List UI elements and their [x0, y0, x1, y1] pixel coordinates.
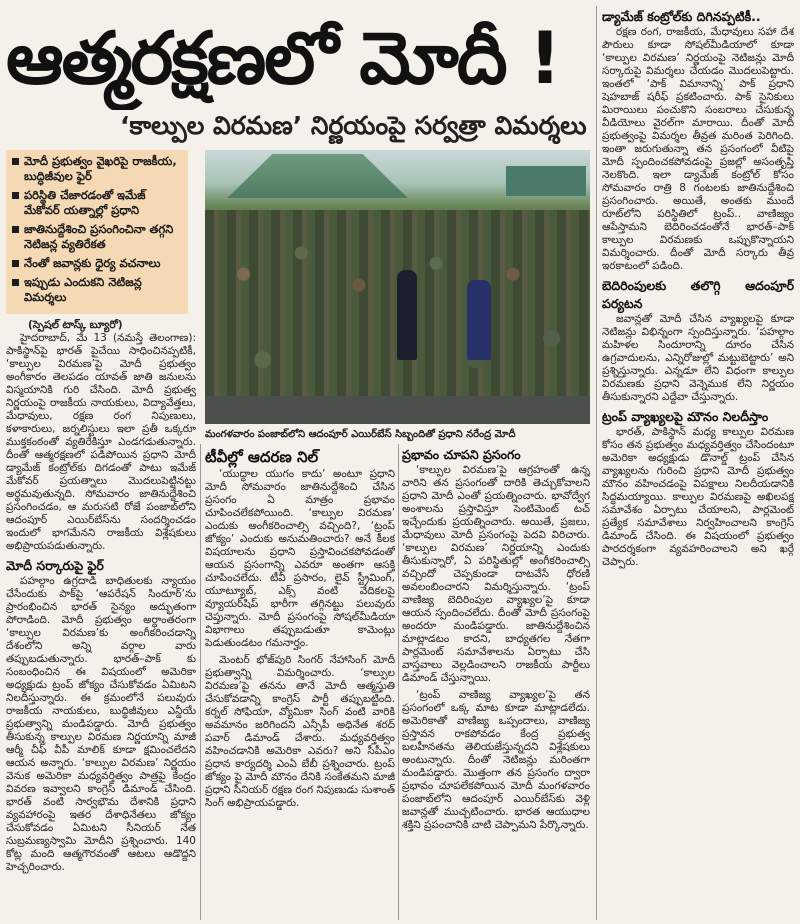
article-column-2 [205, 446, 395, 920]
headline: ఆత్మరక్షణలో మోదీ ! [6, 16, 560, 100]
photo-officer-figure [467, 280, 491, 360]
photo-hangar [506, 166, 586, 196]
subheadline: ‘కాల్పుల విరమణ’ నిర్ణయంపై సర్వత్రా విమర్శలు [120, 111, 587, 140]
highlight-item: నేంతో జవాన్లకు ధైర్య వచనాలు [12, 256, 182, 271]
section-heading: బెదిరింపులకు తలొగ్గి ఆదంపూర్ పర్యటన [602, 278, 794, 311]
article-column-4 [602, 8, 794, 918]
highlight-item: ఇప్పుడు ఎందుకని నెటిజన్ల విమర్శలు [12, 275, 182, 305]
highlight-item: పరిస్థితి చేజారడంతో ఇమేజ్ మేకోవర్ యత్నాల్లో ప్రధాని [12, 188, 182, 218]
article-column-1 [6, 318, 196, 918]
article-paragraph: రక్షణ రంగ, రాజకీయ, మేధావులు సహా దేశ పౌరులు కూడా సోషల్‌మీడియాలో కూడా ‘కాల్పుల విరమణ’ నిర్ణయంపై నెటిజన్లు మోదీ సర్కారుపై విమర్శలు చేయడం మొదలుపెట్టారు. ఇంతలో ‘పాక్ విమానాన్ని’ పాక్ ప్రధాని షెహబాజ్ షరీఫ్ ప్రకటించారు. పాక్ సైనికులు మిరాయిలు పంచుకొని సంబరాలు చేసుకున్న వీడియోలు వైరల్‌గా మారాయి. దీంతో మోదీ ప్రభుత్వంపై విమర్శల తీవ్రత మరింత పెరిగింది. ఇంతా జరుగుతున్నా తన ప్రసంగంలో వీటిపై మోదీ స్పందించకపోవడంపై ప్రజల్లో అసంతృప్తి నెలకొంది. ఇలా డ్యామేజ్ కంట్రోల్ కోసం సోమవారం రాత్రి 8 గంటలకు జాతినుద్దేశించి ప్రసంగించారు. అయితే, అంతకు ముందే రూట్‌లోని పరిస్థితిలో ట్రంప్.. వాణిజ్యం ఆపేస్తామని బెదిరించడంతోనే భారత్–పాక్ కాల్పుల విరమణకు ఒప్పుకొన్నాయని విమర్శించారు. దీంతో మోదీ సర్కారు తీవ్ర ఇరకాటంలో పడింది. [602, 26, 794, 272]
section-heading: ప్రభావం చూపని ప్రసంగం [402, 447, 521, 462]
news-photo [205, 150, 590, 424]
column-divider [200, 444, 201, 920]
photo-pm-figure [397, 270, 417, 360]
article-paragraph: జవాన్లతో మోదీ చేసిన వ్యాఖ్యలపై కూడా నెటిజన్లు విభిన్నంగా స్పందిస్తున్నారు. ‘పహల్గాం మహిళల సిందూరాన్ని దూరం చేసిన ఉగ్రవాదులను, ఎన్నిరోజుల్లో మట్టుబెట్టారు’ అని ప్రశ్నిస్తున్నారు. ఎన్నడూ లేని విధంగా కాల్పుల విరమణకు ప్రధాని వెన్నెముక లేని నిర్ణయం తీసుకున్నారని ఎద్దేవా చేస్తున్నారు. [602, 313, 794, 403]
article-paragraph: పహల్గాం ఉగ్రదాడి బాధితులకు న్యాయం చేసేందుకు పాక్‌పై ‘ఆపరేషన్ సిందూర్’ను ప్రారంభించిన భారత్ సైన్యం అద్భుతంగా పోరాడింది. మోదీ ప్రభుత్వం అర్ధాంతరంగా ‘కాల్పుల విరమణ’కు అంగీకరించడాన్ని దేశంలోని అన్ని వర్గాల వారు తప్పుబడుతున్నారు. భారత్–పాక్ కు సంబంధించిన ఈ విషయంలో అమెరికా అధ్యక్షుడు ట్రంప్ జోక్యం చేసుకోవడం ఏమిటని నిలదీస్తున్నారు. ఈ క్రమంలోనే పలువురు రాజకీయ నాయకులు, బుద్ధిజీవులు ఎన్డీయే ప్రభుత్వాన్ని మండిపడ్డారు. మోదీ ప్రభుత్వం తీసుకున్న కాల్పుల విరమణ నిర్ణయాన్ని మాజీ ఆర్మీ చీఫ్ వీపీ మాలిక్ కూడా క్షమించలేదని ఆయన అన్నారు. ‘కాల్పుల విరమణ’ నిర్ణయం వెనుక అమెరికా మధ్యవర్తిత్వం పాత్రపై కేంద్రం వివరణ ఇవ్వాలని కాంగ్రెస్ డిమాండ్ చేసింది. భారత్ వంటి సార్వభౌమ దేశానికి ప్రధాని వ్యవహారంపై ఇతర దేశాధినేతలు జోక్యం చేసుకోవడం ఏమిటని సీనియర్ నేత సుబ్రమణ్యస్వామి మోదీని ప్రశ్నించారు. 140 కోట్ల మంది ఆత్మగౌరవంతో ఆటలు ఆడొద్దని హెచ్చరించారు. [6, 575, 196, 873]
section-heading: ట్రంప్ వ్యాఖ్యలపై మౌనం నిలదీస్తాం [602, 409, 769, 424]
article-paragraph: ‘కాల్పుల విరమణ’పై ఆగ్రహంతో ఉన్న వారిని తన ప్రసంగంతో దారికి తెచ్చుకోవాలని ప్రధాని మోదీ ఎంతో ప్రయత్నించారు. భావోద్వేగ అంశాలను ప్రస్తావిస్తూ సెంటిమెంట్ టచ్ ఇచ్చేందుకు ప్రయత్నించారు. అయితే, ప్రజలు, మేధావులు మోదీ ప్రసంగంపై పెదవి విరిచారు. ‘కాల్పుల విరమణ’ నిర్ణయాన్ని ఎందుకు తీసుకున్నారో, ఏ పరిస్థితుల్లో అంగీకరించాల్సి వచ్చిందో చెప్పకుండా దాటవేసే ధోరణి అవలంబించారని విమర్శిస్తున్నారు. ‘ట్రంప్ వాణిజ్య బెదిరింపుల వ్యాఖ్యల’పై కూడా ఆయన స్పందించలేదు. దీంతో మోదీ ప్రసంగంపై అందరూ మండిపడ్డారు. జాతినుద్దేశించిన మాట్లాడటం కాదని, బాధ్యతగల నేతగా పార్లమెంట్ సమావేశాలను ఏర్పాటు చేసి వాస్తవాలు వెల్లడించాలని రాజకీయ పార్టీలు డిమాండ్ చేస్తున్నాయి. [402, 464, 590, 684]
byline: (స్పెషల్ టాస్క్ బ్యూరో) [28, 319, 123, 331]
photo-tent [215, 154, 420, 198]
article-paragraph: ‘ట్రంప్ వాణిజ్య వ్యాఖ్యల’పై తన ప్రసంగంలో ఒక్క మాట కూడా మాట్లాడలేదు. అమెరికాతో వాణిజ్య ఒప్పందాలు, వాణిజ్య ప్రస్తావన రాకపోవడం కేంద్ర ప్రభుత్వ బలహీనతను తెలియజేస్తున్నదని విశ్లేషకులు అంటున్నారు. దీంతో నెటిజన్లు మరింతగా మండిపడ్డారు. మొత్తంగా తన ప్రసంగం ద్వారా ప్రభావం చూపలేకపోయిన మోదీ మంగళవారం పంజాబ్‌లోని ఆదంపూర్ ఎయిర్‌బేస్‌కు వెళ్లి జవాన్లతో ముచ్చటించారు. భారత ఆయుధాల శక్తిని ప్రపంచానికి చాటి చెప్పామని పేర్కొన్నారు. [402, 689, 590, 831]
highlight-item: మోదీ ప్రభుత్వం వైఖరిపై రాజకీయ, బుద్ధిజీవుల ఫైర్ [12, 154, 182, 184]
highlight-item: జాతినుద్దేశించి ప్రసంగించినా తగ్గని నెటిజన్ల వ్యతిరేకత [12, 222, 182, 252]
article-paragraph: భారత్, పాకిస్థాన్ మధ్య కాల్పుల విరమణ కోసం తన ప్రభుత్వం మధ్యవర్తిత్వం చేసిందంటూ అమెరికా అధ్యక్షుడు డొనాల్డ్ ట్రంప్ చేసిన వ్యాఖ్యలను గురించి ప్రధాని మోదీ ప్రభుత్వం మౌనం వహించడంపై విపక్షాలు నిలదీయడానికి సిద్ధమయ్యాయి. కాల్పుల విరమణపై అఖిలపక్ష సమావేశం ఏర్పాటు చేయాలని, పార్లమెంట్ ప్రత్యేక సమావేశాలు నిర్వహించాలని కాంగ్రెస్ డిమాండ్ చేసింది. ఈ విషయంలో ప్రభుత్వం పారదర్శకంగా వ్యవహరించాలని అని ఖర్గే చెప్పారు. [602, 426, 794, 568]
article-paragraph: మెంటర్ భోజ్‌పురి సింగర్ నేహాసింగ్ మోదీ ప్రభుత్వాన్ని విమర్శించారు. ‘కాల్పుల విరమణ’పై తనను తానే మోదీ ఆత్మస్తుతి చేసుకోవడాన్ని కాంగ్రెస్ పార్టీ తప్పుబట్టింది. కర్నల్ సోఫియా, వ్యోమికా సింగ్ వంటి వారికి అవమానం జరిగిందని ఎన్సీపీ అధినేత శరద్ పవార్ డిమాండ్ చేశారు. మధ్యవర్తిత్వం వహించడానికి అమెరికా ఎవరు? అని సీపీఎం ప్రధాన కార్యదర్శి ఎంఏ బేబీ ప్రశ్నించారు. ట్రంప్ జోక్యం పై మోదీ మౌనం దేనికి సంకేతమని మాజీ ప్రధాని సీనియర్ రక్షణ రంగ నిపుణుడు సుశాంత్ సింగ్ అభిప్రాయపడ్డారు. [205, 654, 395, 809]
section-heading: టీవీల్లో ఆదరణ నిల్ [205, 448, 319, 466]
photo-ground [205, 396, 590, 424]
article-column-3 [402, 446, 590, 920]
highlights-box [6, 150, 188, 314]
article-paragraph: హైదరాబాద్, మే 13 (నమస్తే తెలంగాణ): పాకిస్థాన్‌పై భారత్ పైచేయి సాధించినప్పటికీ, ‘కాల్పుల విరమణ’పై మోదీ ప్రభుత్వం అంగీకారం తెలపడం యావత్ జాతి జనులను విస్మయానికి గురి చేసింది. మోదీ ప్రభుత్వ నిర్ణయంపై రాజకీయ నాయకులు, విద్యావేత్తలు, మేధావులు, రక్షణ రంగ నిపుణులు, కళాకారులు, జర్నలిస్టులు ఇలా ప్రతీ ఒక్కరూ ముక్తకంఠంతో వ్యతిరేకిస్తూ ఎండగడుతున్నారు. దీంతో ఆత్మరక్షణలో పడిపోయిన ప్రధాని మోదీ డ్యామేజ్ కంట్రోల్‌కు దిగడంతో పాటు ఇమేజ్ మేకోవర్ ప్రయత్నాలు మొదలుపెట్టినట్టు అర్థమవుతున్నది. సోమవారం జాతినుద్దేశించి ప్రసంగించడం, ఆ మరుసటి రోజే పంజాబ్‌లోని ఆదంపూర్ ఎయిర్‌బేస్‌ను సందర్శించడం ఇందులో భాగమేనని రాజకీయ విశ్లేషకులు అభిప్రాయపడుతున్నారు. [6, 332, 196, 552]
section-heading: డ్యామేజ్ కంట్రోల్‌కు దిగినప్పటికీ.. [602, 9, 761, 24]
article-paragraph: ‘యుద్ధాల యుగం కాదు’ అంటూ ప్రధాని మోదీ సోమవారం జాతినుద్దేశించి చేసిన ప్రసంగం ఏ మాత్రం ప్రభావం చూపించలేకపోయింది. ‘కాల్పుల విరమణ’ ఎందుకు అంగీకరించాల్సి వచ్చింది?, ‘ట్రంప్ జోక్యం’ ఎందుకు అనుమతించారు? అనే కీలక విషయాలను ప్రధాని ప్రస్తావించకపోవడంతో ఆయన ప్రసంగాన్ని ఎవరూ అంతగా ఆసక్తి చూపించలేదు. టీవీ ప్రసారం, లైవ్ స్ట్రీమింగ్, యూట్యూబ్, ఎక్స్ వంటి వేదికలపై వ్యూయర్‌షిప్ భారీగా తగ్గినట్టు పలువురు చెప్తున్నారు. మోదీ ప్రసంగంపై సోషల్‌మీడియా విభాగాలు తప్పుబడుతూ కామెంట్లు పెడుతుండటం గమనార్హం. [205, 468, 395, 649]
section-heading: మోదీ సర్కారుపై ఫైర్ [6, 558, 104, 573]
photo-caption: మంగళవారం పంజాబ్‌లోని ఆదంపూర్ ఎయిర్‌బేస్ సిబ్బందితో ప్రధాని నరేంద్ర మోదీ [205, 429, 516, 440]
column-divider [398, 444, 399, 920]
column-divider [596, 6, 597, 920]
